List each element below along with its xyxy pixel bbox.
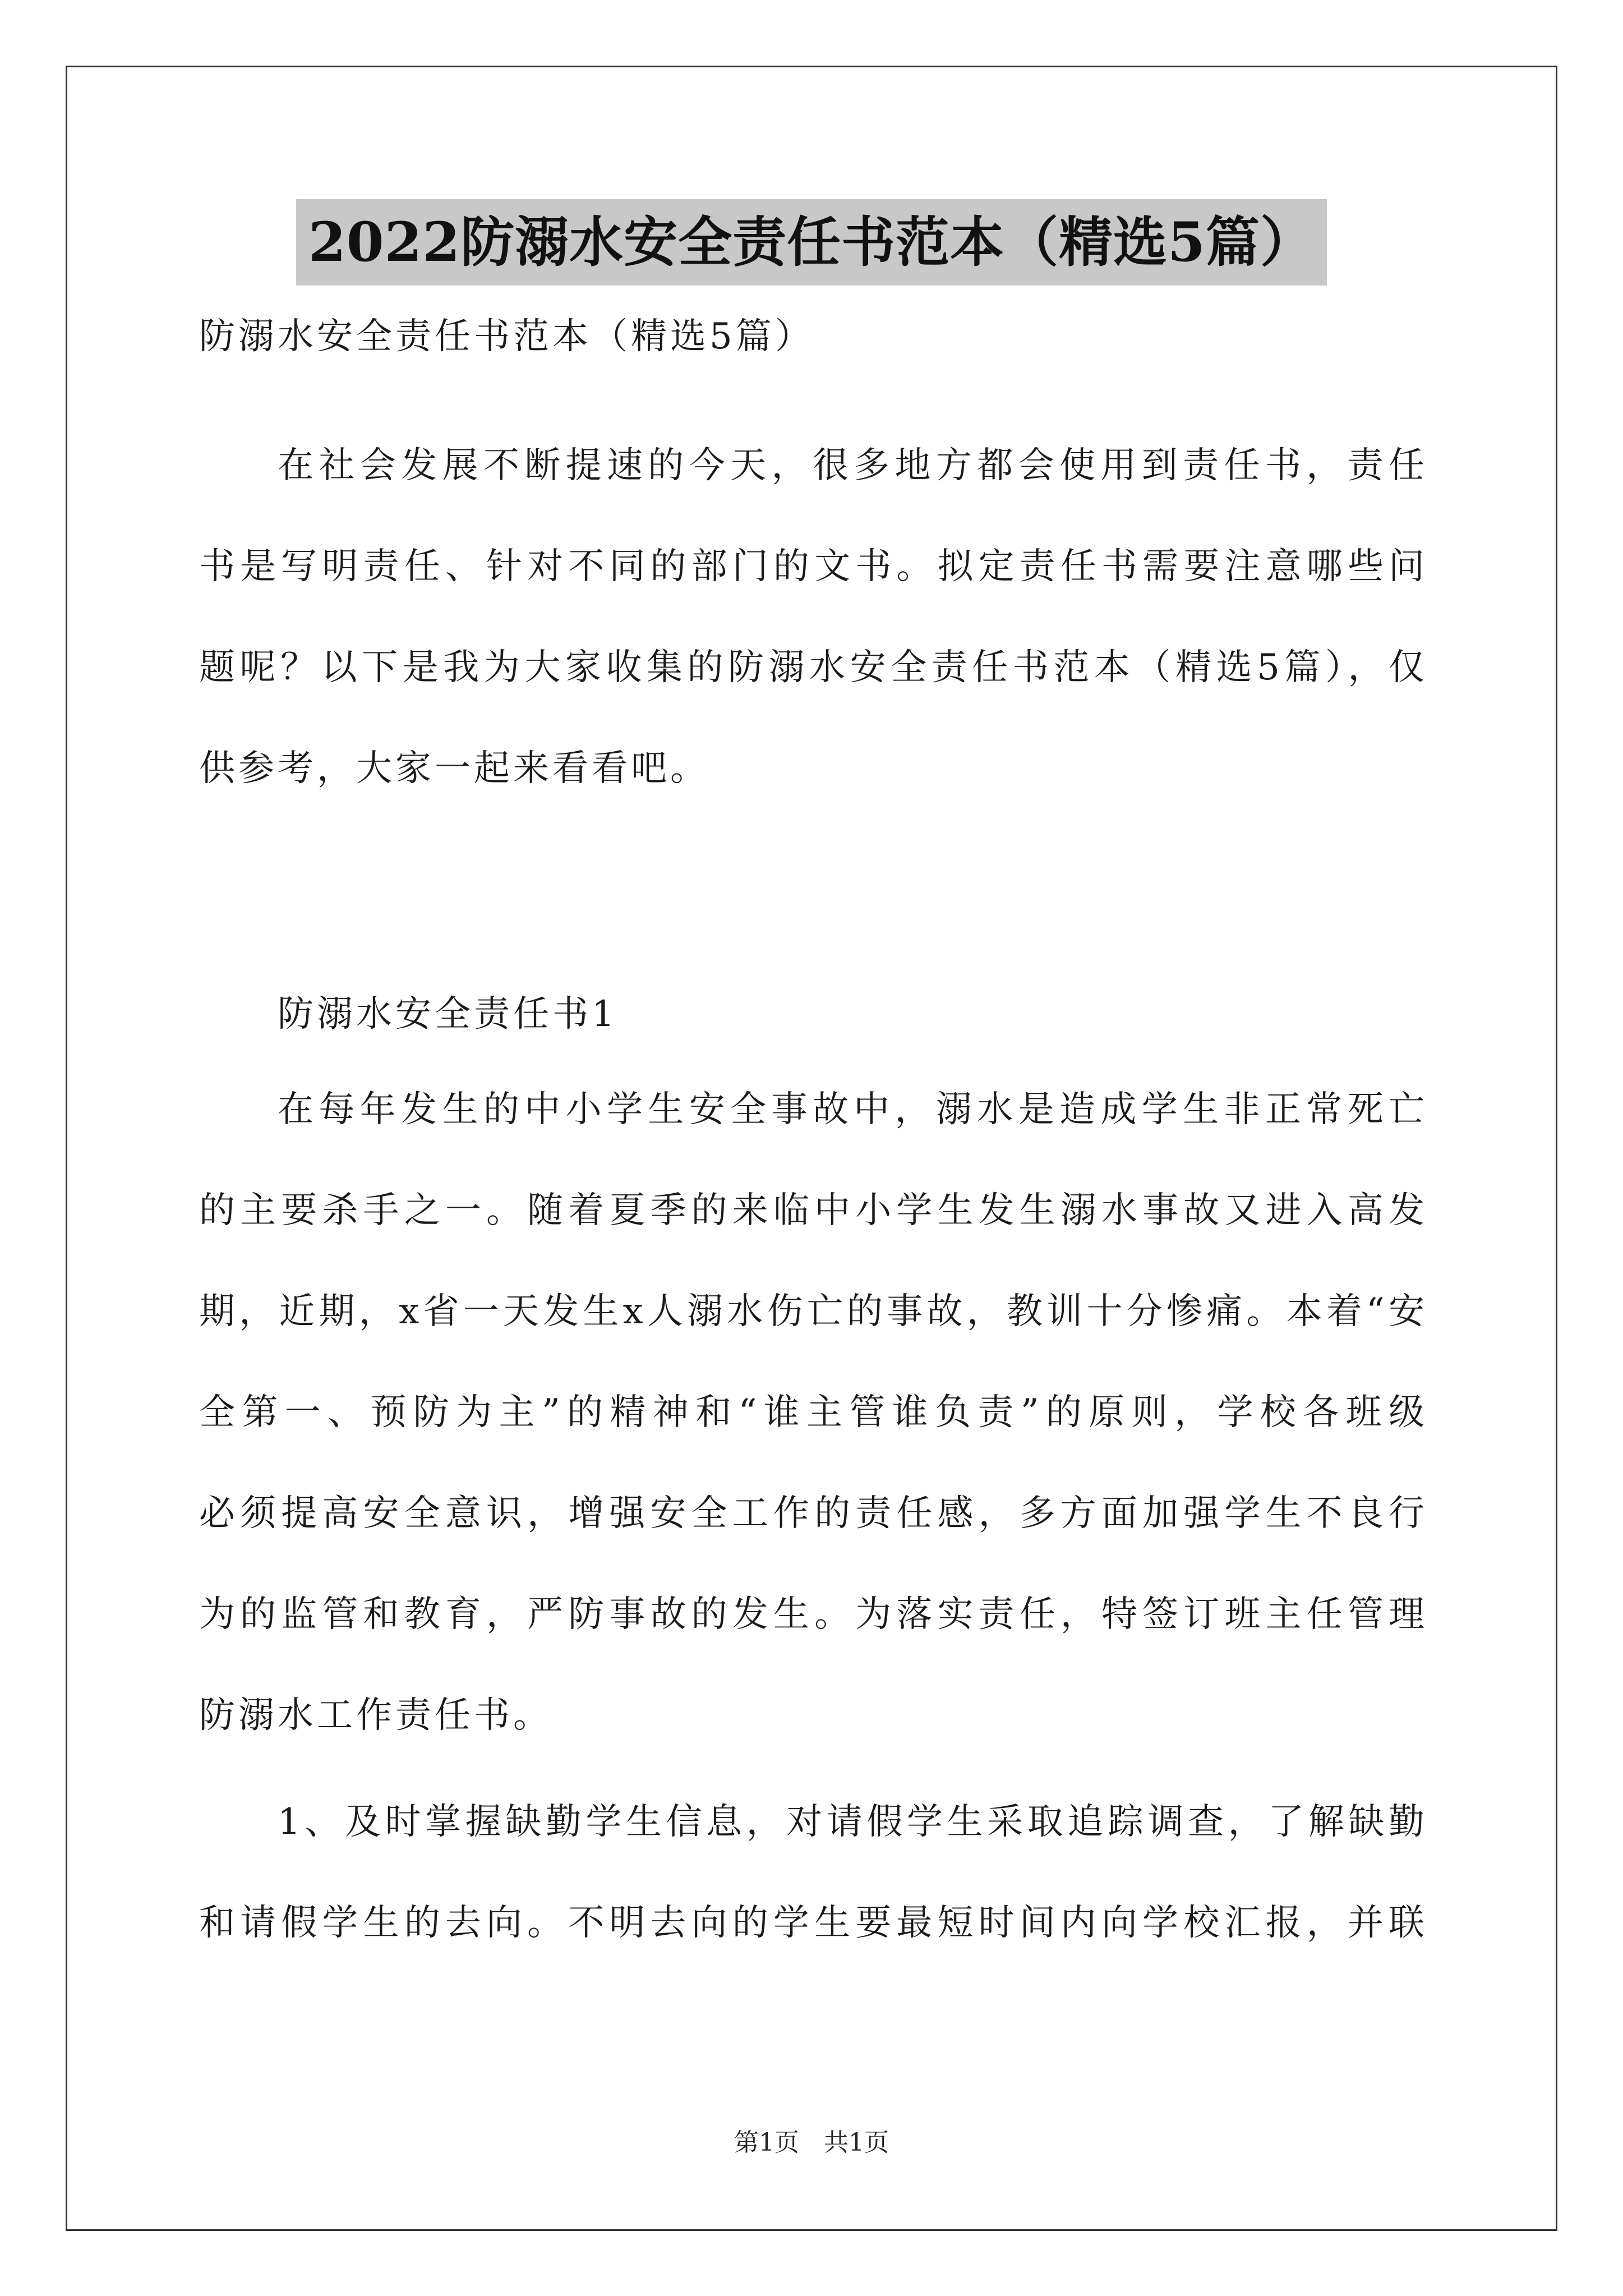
item-line-2: 和请假学生的去向。不明去向的学生要最短时间内向学校汇报，并联 [199, 1902, 1424, 1944]
body-line-4: 全第一、预防为主”的精神和“谁主管谁负责”的原则，学校各班级 [199, 1392, 1424, 1433]
section-heading: 防溺水安全责任书1 [278, 993, 618, 1035]
intro-line-1: 在社会发展不断提速的今天，很多地方都会使用到责任书，责任 [278, 445, 1424, 486]
body-line-7: 防溺水工作责任书。 [199, 1695, 552, 1736]
document-subtitle: 防溺水安全责任书范本（精选5篇） [199, 316, 814, 357]
body-line-1: 在每年发生的中小学生安全事故中，溺水是造成学生非正常死亡 [278, 1089, 1424, 1130]
item-line-1: 1、及时掌握缺勤学生信息，对请假学生采取追踪调查，了解缺勤 [278, 1801, 1424, 1843]
document-title: 2022防溺水安全责任书范本（精选5篇） [296, 199, 1327, 286]
intro-line-4: 供参考，大家一起来看看吧。 [199, 748, 709, 789]
title-container [0, 199, 1623, 286]
body-line-6: 为的监管和教育，严防事故的发生。为落实责任，特签订班主任管理 [199, 1594, 1424, 1635]
body-line-2: 的主要杀手之一。随着夏季的来临中小学生发生溺水事故又进入高发 [199, 1190, 1424, 1231]
intro-line-2: 书是写明责任、针对不同的部门的文书。拟定责任书需要注意哪些问 [199, 546, 1424, 587]
body-line-3: 期，近期，x省一天发生x人溺水伤亡的事故，教训十分惨痛。本着“安 [199, 1291, 1424, 1332]
intro-line-3: 题呢？以下是我为大家收集的防溺水安全责任书范本（精选5篇），仅 [199, 647, 1424, 688]
body-line-5: 必须提高安全意识，增强安全工作的责任感，多方面加强学生不良行 [199, 1493, 1424, 1534]
page-footer: 第1页 共1页 [734, 2128, 889, 2157]
